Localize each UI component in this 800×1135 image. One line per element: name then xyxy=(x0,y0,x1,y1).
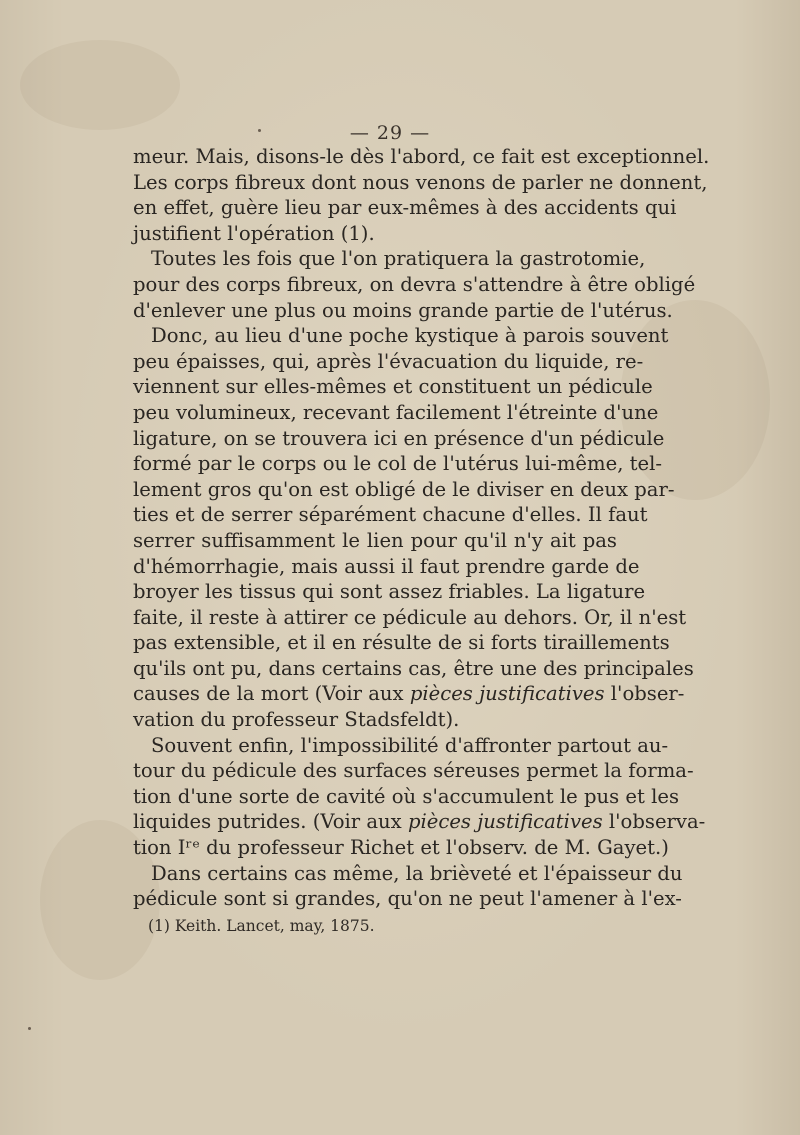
italic-reference: pièces justificatives xyxy=(407,810,603,834)
page-body xyxy=(133,144,710,912)
text-line-with-italic xyxy=(133,681,685,707)
text-line: pour des corps fibreux, on devra s'attendre à être obligé xyxy=(133,272,696,296)
ink-speck xyxy=(28,1027,31,1030)
text-line: Les corps fibreux dont nous venons de parler ne donnent, xyxy=(133,170,708,194)
text-line: meur. Mais, disons-le dès l'abord, ce fait est exceptionnel. xyxy=(133,145,710,168)
text-line: vation du professeur Stadsfeldt). xyxy=(133,708,460,732)
text-line: d'hémorrhagie, mais aussi il faut prendre garde de xyxy=(133,554,640,578)
text-line: justifient l'opération (1). xyxy=(133,221,375,245)
text-line: tour du pédicule des surfaces séreuses permet la forma- xyxy=(133,759,694,783)
text-line: Toutes les fois que l'on pratiquera la gastrotomie, xyxy=(151,247,646,271)
text-line: serrer suffisamment le lien pour qu'il n'y ait pas xyxy=(133,528,617,552)
text-line: Dans certains cas même, la brièveté et l'épaisseur du xyxy=(151,861,683,885)
footnote: (1) Keith. Lancet, may, 1875. xyxy=(148,917,375,935)
text-line: formé par le corps ou le col de l'utérus lui-même, tel- xyxy=(133,452,663,476)
text-line: broyer les tissus qui sont assez friables. La ligature xyxy=(133,580,646,604)
paper-stain xyxy=(20,40,180,130)
page-number: — 29 — xyxy=(349,122,431,144)
text-line: viennent sur elles-mêmes et constituent un pédicule xyxy=(133,375,653,399)
text-run: l'observa- xyxy=(602,810,706,834)
text-line: peu épaisses, qui, après l'évacuation du liquide, re- xyxy=(133,349,644,373)
text-line: lement gros qu'on est obligé de le diviser en deux par- xyxy=(133,477,675,501)
text-line: ties et de serrer séparément chacune d'elles. Il faut xyxy=(133,503,648,527)
text-line: d'enlever une plus ou moins grande partie de l'utérus. xyxy=(133,298,673,322)
text-line: tion d'une sorte de cavité où s'accumulent le pus et les xyxy=(133,784,680,808)
text-line: pédicule sont si grandes, qu'on ne peut l'amener à l'ex- xyxy=(133,887,682,911)
text-run: liquides putrides. (Voir aux xyxy=(133,810,408,834)
text-run: causes de la mort (Voir aux xyxy=(133,682,410,706)
text-line: en effet, guère lieu par eux-mêmes à des accidents qui xyxy=(133,196,677,220)
italic-reference: pièces justificatives xyxy=(409,682,605,706)
text-line-with-italic xyxy=(133,809,706,835)
text-line: pas extensible, et il en résulte de si forts tiraillements xyxy=(133,631,670,655)
text-line: faite, il reste à attirer ce pédicule au dehors. Or, il n'est xyxy=(133,605,687,629)
text-line: peu volumineux, recevant facilement l'étreinte d'une xyxy=(133,400,659,424)
text-line: ligature, on se trouvera ici en présence d'un pédicule xyxy=(133,426,665,450)
text-line: tion Iʳᵉ du professeur Richet et l'observ. de M. Gayet.) xyxy=(133,836,669,860)
text-line: qu'ils ont pu, dans certains cas, être une des principales xyxy=(133,656,694,680)
text-line: Souvent enfin, l'impossibilité d'affronter partout au- xyxy=(151,733,669,757)
text-line: Donc, au lieu d'une poche kystique à parois souvent xyxy=(151,324,669,348)
text-run: l'obser- xyxy=(604,682,685,706)
